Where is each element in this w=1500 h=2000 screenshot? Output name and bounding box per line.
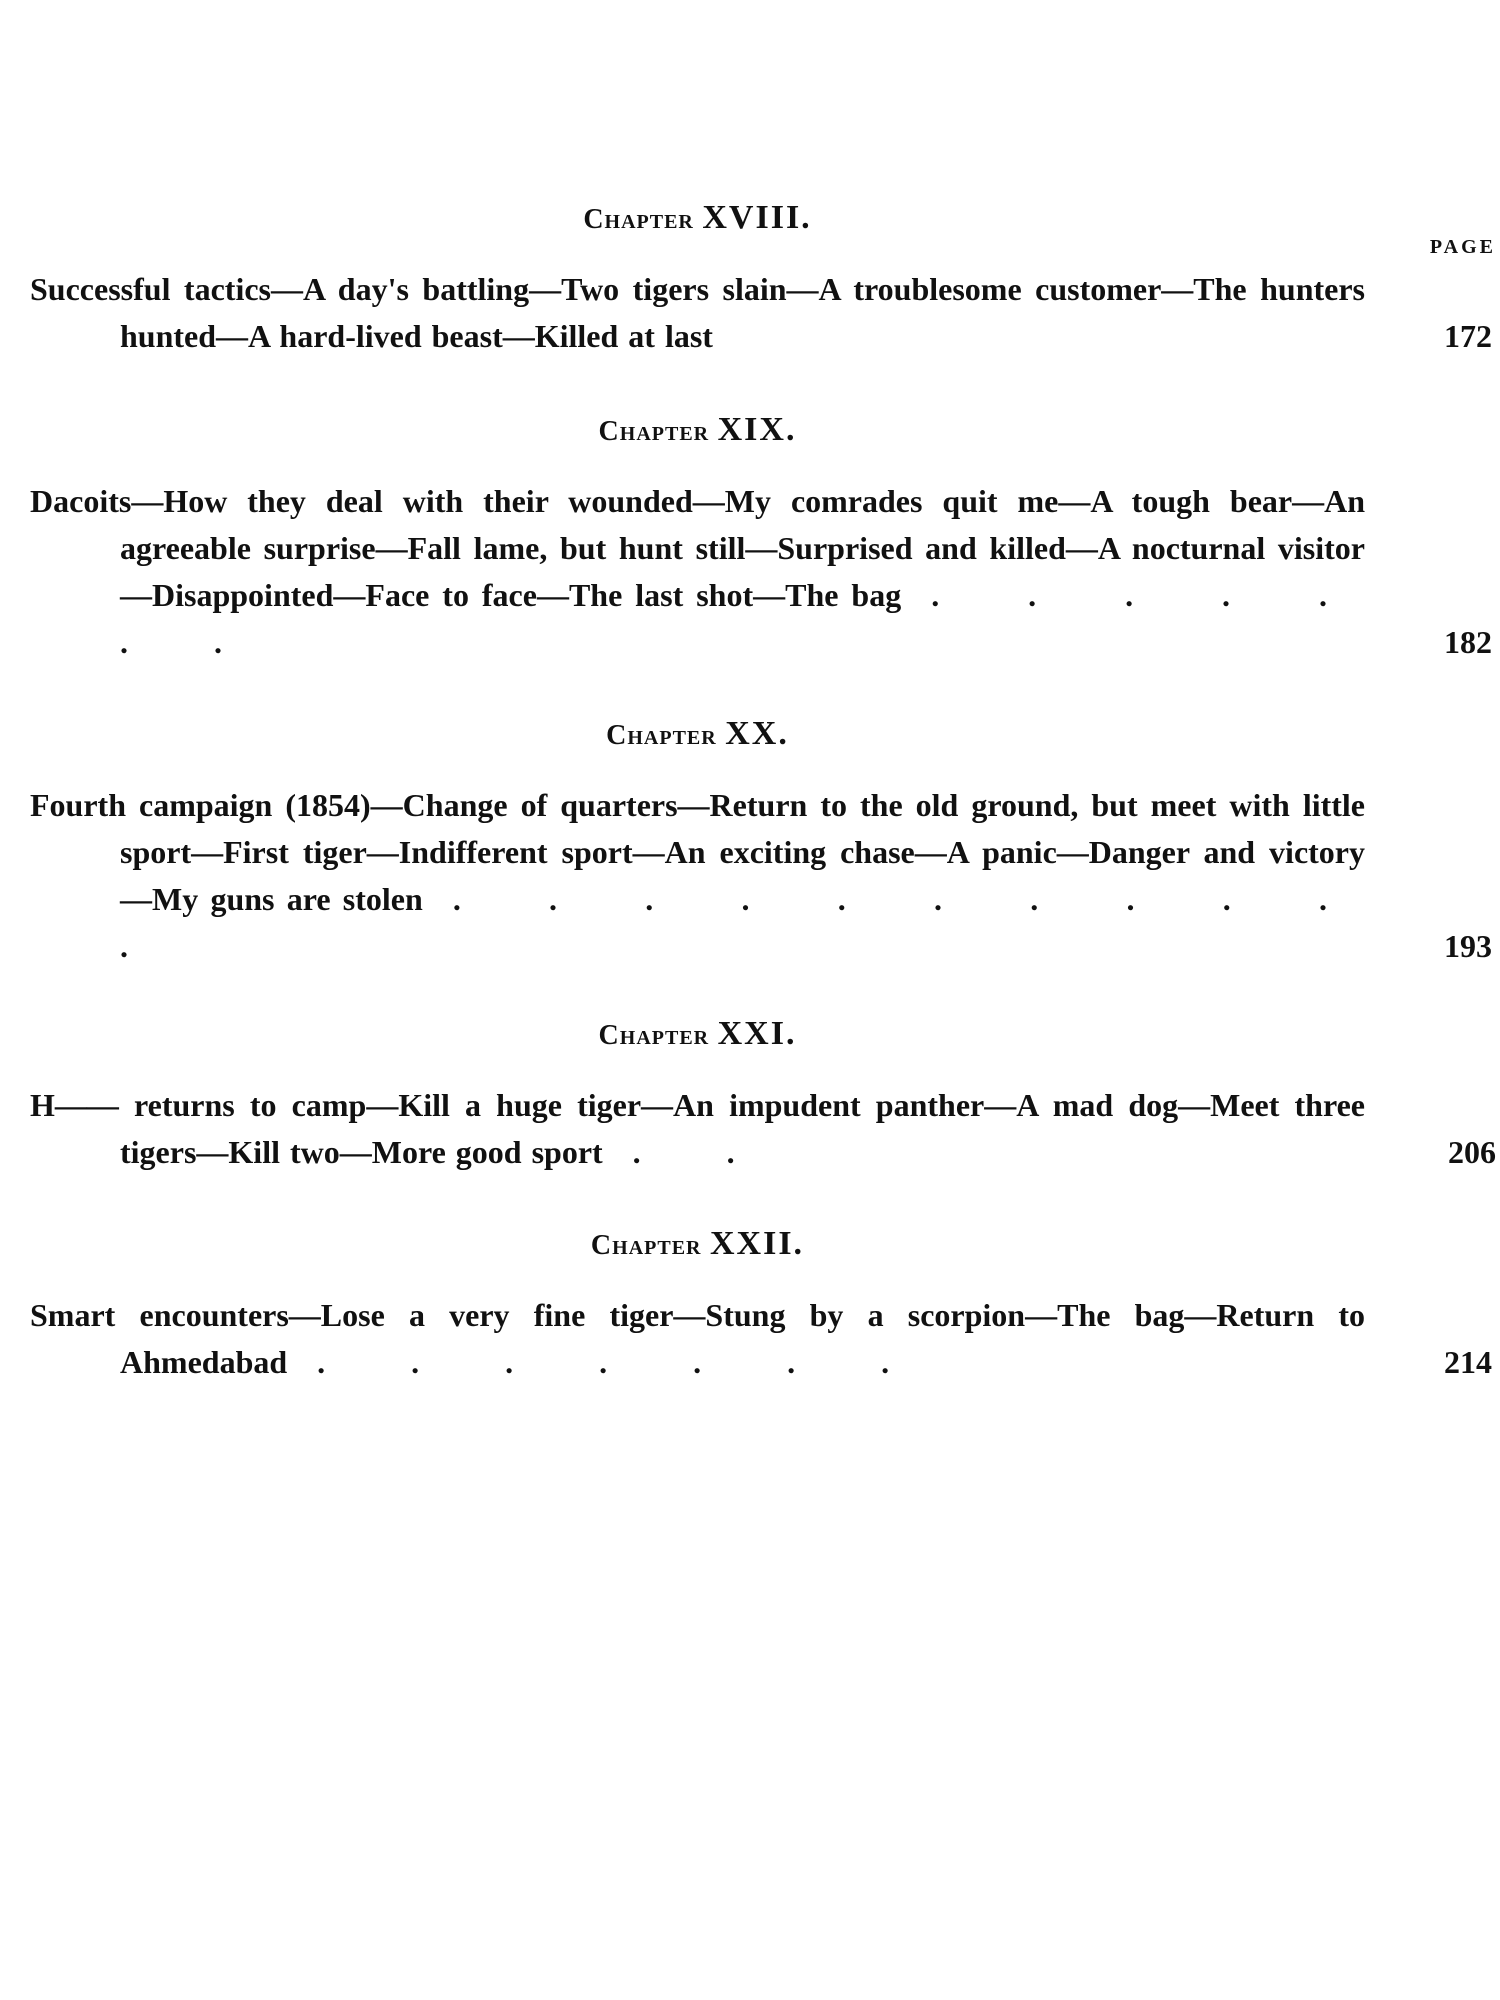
chapter-summary [30, 266, 1365, 360]
chapter-heading-number: XVIII. [702, 199, 812, 236]
chapter-summary-row [30, 266, 1496, 360]
chapter-summary-text: Dacoits—How they deal with their wounded—My comrades quit me—A tough bear—An agreeable surprise—Fall lame, but hunt still—Surprised and killed—A nocturnal visitor—Disappointed—Face to face—The last shot—The bag [30, 483, 1365, 613]
chapter-heading [30, 1012, 1365, 1058]
chapter-page-number: 193 [1444, 928, 1492, 964]
chapter-heading-number: XIX. [717, 411, 797, 448]
chapter-heading [30, 408, 1365, 454]
chapter-summary [30, 478, 1365, 666]
chapter-heading-word: Chapter [583, 204, 694, 235]
chapter-page-number: 214 [1444, 1344, 1492, 1380]
chapter-heading-number: XX. [725, 715, 789, 752]
chapter-page-number: 206 [1448, 1134, 1496, 1170]
chapter-heading [30, 196, 1365, 242]
chapter-heading [30, 1222, 1365, 1268]
chapter-summary-row [30, 478, 1496, 666]
chapter-summary-text: H—— returns to camp—Kill a huge tiger—An impudent panther—A mad dog—Meet three tigers—Kill two—More good sport [30, 1087, 1365, 1170]
chapter-page-number: 172 [1444, 318, 1492, 354]
chapter-heading-number: XXII. [709, 1225, 805, 1262]
chapter-entry [30, 1012, 1496, 1176]
chapter-summary-text: Fourth campaign (1854)—Change of quarters—Return to the old ground, but meet with little sport—First tiger—Indifferent sport—An exciting chase—A panic—Danger and victory—My guns are stolen [30, 787, 1365, 917]
chapter-heading-word: Chapter [590, 1230, 702, 1261]
chapter-heading-word: Chapter [598, 416, 710, 447]
chapter-summary-row [30, 1292, 1496, 1386]
chapter-entry [30, 1222, 1496, 1386]
chapter-heading-word: Chapter [598, 1020, 710, 1051]
chapter-entry [30, 712, 1496, 970]
chapter-summary-row [30, 1082, 1496, 1176]
chapter-summary [30, 1292, 1365, 1386]
dot-leaders: . . . . . . . [120, 577, 1366, 660]
chapter-heading-word: Chapter [606, 720, 717, 751]
dot-leaders: . . [632, 1134, 773, 1170]
dot-leaders: . . . . . . . . . . . [120, 881, 1366, 964]
chapter-entry [30, 196, 1496, 360]
chapter-summary-text: Successful tactics—A day's battling—Two tigers slain—A troublesome customer—The hunters hunted—A hard-lived beast—Killed at last [30, 271, 1365, 354]
dot-leaders: . . . . . . . [317, 1344, 928, 1380]
chapter-summary-text: Smart encounters—Lose a very fine tiger—Stung by a scorpion—The bag—Return to Ahmedabad [30, 1297, 1365, 1380]
chapter-summary [30, 1082, 1365, 1176]
chapter-summary-row [30, 782, 1496, 970]
chapter-heading [30, 712, 1365, 758]
chapter-heading-number: XXI. [717, 1015, 797, 1052]
chapter-page-number: 182 [1444, 624, 1492, 660]
page-column-label: PAGE [1429, 236, 1496, 258]
chapter-summary [30, 782, 1365, 970]
chapter-entry [30, 408, 1496, 666]
